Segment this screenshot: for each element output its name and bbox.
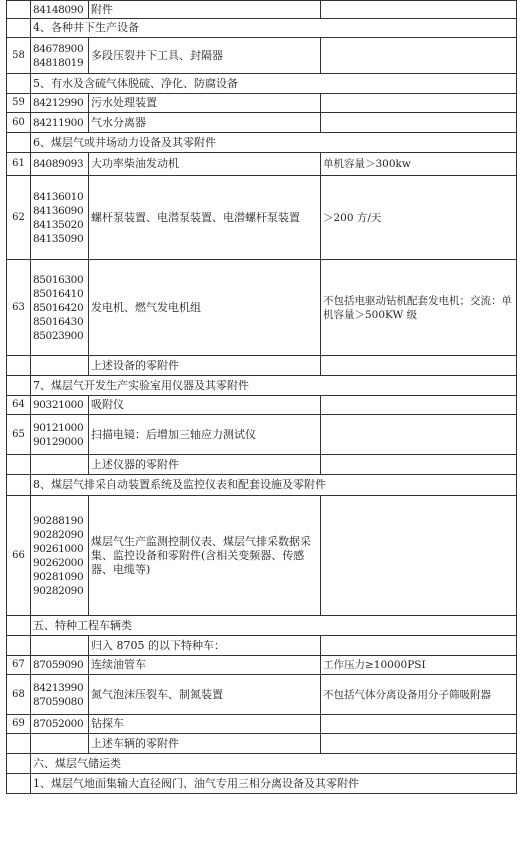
tariff-code: 90282090 (33, 584, 84, 597)
item-number: 63 (7, 260, 31, 356)
empty-cell (7, 616, 31, 636)
item-name: 钻探车 (89, 715, 321, 734)
item-name: 煤层气生产监测控制仪表、煤层气排采数据采集、监控设备和零附件(含相关变频器、传感器、电缆等) (89, 496, 321, 616)
tariff-code: 85023900 (33, 329, 84, 342)
item-number: 58 (7, 38, 31, 74)
section-title: 1、煤层气地面集输大直径阀门、油气专用三相分离设备及其零附件 (31, 774, 517, 794)
tariff-code: 90262000 (33, 556, 84, 569)
section-row (7, 376, 517, 396)
empty-cell (7, 19, 31, 38)
tariff-code: 87059080 (33, 695, 84, 708)
item-row (7, 176, 517, 260)
empty-cell (7, 774, 31, 794)
section-title: 五、特种工程车辆类 (31, 616, 517, 636)
tariff-code: 87059090 (33, 659, 84, 671)
item-name: 扫描电镜：后增加三轴应力测试仪 (89, 415, 321, 455)
tariff-codes (31, 396, 89, 415)
section-row (7, 19, 517, 38)
item-note: 单机容量＞300kw (321, 153, 517, 176)
tariff-code: 90282090 (33, 528, 84, 541)
item-row (7, 153, 517, 176)
item-number: 68 (7, 675, 31, 715)
section-title: 6、煤层气或井场动力设备及其零附件 (31, 133, 517, 153)
item-row (7, 455, 517, 475)
tariff-code: 90281090 (33, 570, 84, 583)
tariff-codes (31, 715, 89, 734)
item-number: 61 (7, 153, 31, 176)
tariff-code: 84135090 (33, 232, 84, 245)
item-row (7, 636, 517, 656)
empty-cell (7, 74, 31, 94)
tariff-codes (31, 455, 89, 475)
item-name: 气水分离器 (89, 113, 321, 133)
item-name: 大功率柴油发动机 (89, 153, 321, 176)
tariff-code: 84148090 (33, 3, 84, 16)
section-row (7, 774, 517, 794)
item-number: 67 (7, 656, 31, 675)
item-number (7, 356, 31, 376)
item-note (321, 38, 517, 74)
item-note (321, 455, 517, 475)
section-title: 六、煤层气储运类 (31, 754, 517, 774)
item-row (7, 113, 517, 133)
tariff-code: 84136090 (33, 204, 84, 217)
item-number (7, 734, 31, 754)
tariff-code: 85016300 (33, 273, 84, 286)
item-number: 62 (7, 176, 31, 260)
tariff-codes (31, 415, 89, 455)
tariff-codes (31, 675, 89, 715)
item-note: ＞200 方/天 (321, 176, 517, 260)
item-row (7, 38, 517, 74)
tariff-codes (31, 636, 89, 656)
item-row (7, 356, 517, 376)
tariff-codes (31, 94, 89, 113)
tariff-code: 90321000 (33, 399, 84, 411)
item-note: 不包括气体分离设备用分子筛吸附器 (321, 675, 517, 715)
item-name: 上述设备的零附件 (89, 356, 321, 376)
tariff-code: 87052000 (33, 718, 84, 730)
section-title: 8、煤层气排采自动装置系统及监控仪表和配套设施及零附件 (31, 475, 517, 496)
empty-cell (7, 754, 31, 774)
tariff-codes (31, 1, 89, 19)
tariff-codes (31, 176, 89, 260)
item-note (321, 496, 517, 616)
item-name: 氮气泡沫压裂车、制氮装置 (89, 675, 321, 715)
tariff-codes (31, 38, 89, 74)
tariff-code: 84213990 (33, 681, 84, 694)
item-name: 附件 (89, 1, 321, 19)
section-row (7, 133, 517, 153)
tariff-code: 90288190 (33, 514, 84, 527)
item-row (7, 415, 517, 455)
item-row (7, 396, 517, 415)
item-note (321, 94, 517, 113)
equipment-catalog-table (6, 0, 517, 794)
item-number (7, 1, 31, 19)
item-note (321, 636, 517, 656)
tariff-code: 85016420 (33, 301, 84, 314)
item-row (7, 715, 517, 734)
item-note: 不包括电驱动钻机配套发电机；交流：单机容量＞500KW 级 (321, 260, 517, 356)
tariff-code: 84818019 (33, 56, 84, 69)
tariff-code: 90129000 (33, 435, 84, 448)
item-row (7, 656, 517, 675)
item-row (7, 734, 517, 754)
section-title: 4、各种井下生产设备 (31, 19, 517, 38)
item-number (7, 636, 31, 656)
item-row (7, 496, 517, 616)
tariff-codes (31, 356, 89, 376)
item-note: 工作压力≥10000PSI (321, 656, 517, 675)
item-row (7, 94, 517, 113)
tariff-codes (31, 656, 89, 675)
tariff-codes (31, 153, 89, 176)
item-number: 69 (7, 715, 31, 734)
tariff-code: 84089093 (33, 158, 84, 170)
item-number: 66 (7, 496, 31, 616)
tariff-code: 90121000 (33, 421, 84, 434)
item-note (321, 1, 517, 19)
tariff-codes (31, 496, 89, 616)
item-note (321, 734, 517, 754)
item-name: 连续油管车 (89, 656, 321, 675)
section-title: 7、煤层气开发生产实验室用仪器及其零附件 (31, 376, 517, 396)
tariff-code: 84212990 (33, 97, 84, 109)
item-name: 上述仪器的零附件 (89, 455, 321, 475)
tariff-code: 85016430 (33, 315, 84, 328)
empty-cell (7, 475, 31, 496)
tariff-codes (31, 734, 89, 754)
tariff-code: 84211900 (33, 116, 84, 129)
item-row (7, 675, 517, 715)
section-title: 5、有水及含硫气体脱硫、净化、防腐设备 (31, 74, 517, 94)
item-name: 污水处理装置 (89, 94, 321, 113)
item-number: 60 (7, 113, 31, 133)
item-note (321, 113, 517, 133)
item-note (321, 396, 517, 415)
item-row (7, 1, 517, 19)
section-row (7, 74, 517, 94)
item-note (321, 415, 517, 455)
section-row (7, 475, 517, 496)
item-number (7, 455, 31, 475)
tariff-code: 84135020 (33, 218, 84, 231)
empty-cell (7, 376, 31, 396)
tariff-codes (31, 113, 89, 133)
empty-cell (7, 133, 31, 153)
item-number: 65 (7, 415, 31, 455)
item-number: 64 (7, 396, 31, 415)
section-row (7, 754, 517, 774)
item-note (321, 356, 517, 376)
tariff-code: 85016410 (33, 287, 84, 300)
item-name: 螺杆泵装置、电潜泵装置、电潜螺杆泵装置 (89, 176, 321, 260)
item-name: 吸附仪 (89, 396, 321, 415)
item-note (321, 715, 517, 734)
item-name: 发电机、燃气发电机组 (89, 260, 321, 356)
tariff-code: 84136010 (33, 190, 84, 203)
tariff-code: 84678900 (33, 42, 84, 55)
section-row (7, 616, 517, 636)
tariff-code: 90261000 (33, 542, 84, 555)
item-row (7, 260, 517, 356)
item-name: 多段压裂井下工具、封隔器 (89, 38, 321, 74)
item-name: 上述车辆的零附件 (89, 734, 321, 754)
tariff-codes (31, 260, 89, 356)
item-number: 59 (7, 94, 31, 113)
item-name: 归入 8705 的以下特种车： (89, 636, 321, 656)
table-body (7, 1, 517, 794)
